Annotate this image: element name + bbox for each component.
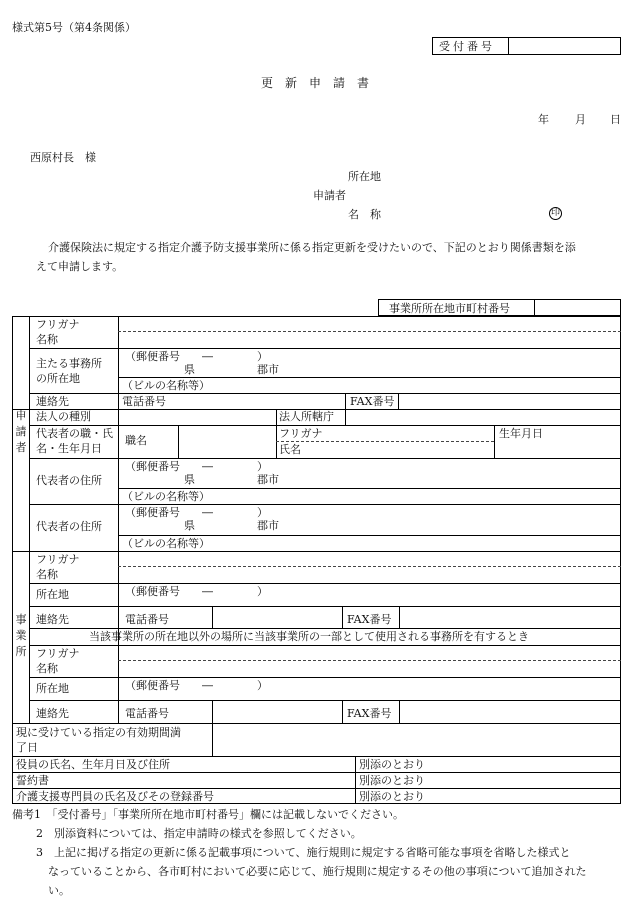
branch-location-postal[interactable]: （郵便番号 ― ） [125, 679, 268, 692]
office-name-field[interactable] [122, 568, 617, 581]
main-office-prefecture: 県 [184, 363, 195, 376]
note-1: 備考1 「受付番号」「事業所所在地市町村番号」欄には記載しないでください。 [12, 808, 404, 821]
rep-address-label-2: 代表者の住所 [36, 520, 102, 533]
branch-furigana-label: フリガナ [36, 647, 80, 660]
applicant-phone-label: 電話番号 [122, 395, 166, 408]
applicant-furigana-field[interactable] [122, 317, 617, 330]
applicant-fax-label: FAX番号 [350, 395, 395, 408]
branch-location-label: 所在地 [36, 682, 69, 695]
branch-name-field[interactable] [122, 662, 617, 675]
officers-value: 別添のとおり [359, 758, 425, 771]
rep-address2-postal[interactable]: （郵便番号 ― ） [125, 506, 268, 519]
branch-furigana-field[interactable] [122, 647, 617, 659]
rep-address1-building[interactable]: （ビルの名称等） [122, 490, 210, 503]
validity-label-2: 了日 [16, 741, 38, 754]
section-applicant-label: 申 請 者 [15, 409, 27, 454]
note-2: 2 別添資料については、指定申請時の様式を参照してください。 [36, 827, 362, 840]
rep-address2-prefecture: 県 [184, 519, 195, 532]
branch-contact-label: 連絡先 [36, 707, 69, 720]
office-city-code-label: 事業所所在地市町村番号 [389, 302, 510, 315]
office-furigana-label: フリガナ [36, 553, 80, 566]
rep-address1-prefecture: 県 [184, 473, 195, 486]
applicant-name-row-label: 名称 [36, 333, 58, 346]
applicant-furigana-label: フリガナ [36, 318, 80, 331]
branch-name-label: 名称 [36, 662, 58, 675]
corp-type-label: 法人の種別 [36, 410, 91, 423]
pledge-label: 誓約書 [16, 774, 49, 787]
main-office-postal[interactable]: （郵便番号 ― ） [125, 350, 268, 363]
addressee: 西原村長 様 [30, 151, 96, 164]
intro-line-1: 介護保険法に規定する指定介護予防支援事業所に係る指定更新を受けたいので、下記のとおり関係書類を添 [48, 241, 576, 254]
seal-mark: 印 [550, 208, 560, 218]
page-title: 更 新 申 請 書 [260, 76, 369, 90]
main-office-building[interactable]: （ビルの名称等） [122, 379, 210, 392]
applicant-address-label: 所在地 [348, 170, 381, 183]
manager-label: 介護支援専門員の氏名及びその登録番号 [16, 790, 214, 803]
office-fax-label: FAX番号 [347, 613, 392, 626]
office-location-postal[interactable]: （郵便番号 ― ） [125, 585, 268, 598]
main-office-label-2: の所在地 [36, 372, 80, 385]
date-month: 月 [575, 113, 586, 126]
office-name-label: 名称 [36, 568, 58, 581]
main-office-label-1: 主たる事務所 [36, 357, 102, 370]
date-year: 年 [538, 113, 549, 126]
rep-label-1: 代表者の職・氏 [36, 427, 113, 440]
office-contact-label: 連絡先 [36, 613, 69, 626]
office-location-label: 所在地 [36, 588, 69, 601]
section-office-label: 事 業 所 [15, 613, 27, 658]
rep-label-2: 名・生年月日 [36, 442, 102, 455]
rep-address2-city: 郡市 [257, 519, 279, 532]
receipt-number-box [432, 37, 621, 55]
officers-label: 役員の氏名、生年月日及び住所 [16, 758, 170, 771]
rep-position-label: 職名 [125, 434, 147, 447]
validity-label-1: 現に受けている指定の有効期間満 [16, 726, 181, 739]
rep-address1-postal[interactable]: （郵便番号 ― ） [125, 460, 268, 473]
note-3-line-2: なっていることから、各市町村において必要に応じて、施行規則に規定するその他の事項について追加された [48, 865, 587, 878]
branch-fax-label: FAX番号 [347, 707, 392, 720]
receipt-number-label: 受付番号 [439, 40, 495, 53]
form-number: 様式第5号（第4条関係） [12, 21, 136, 34]
receipt-number-value[interactable] [513, 40, 613, 53]
note-3-line-1: 3 上記に掲げる指定の更新に係る記載事項について、施行規則に規定する省略可能な事項を省略した様式と [36, 846, 571, 859]
office-phone-label: 電話番号 [125, 613, 169, 626]
applicant-name-field[interactable] [122, 333, 617, 346]
branch-phone-label: 電話番号 [125, 707, 169, 720]
rep-address1-city: 郡市 [257, 473, 279, 486]
main-office-city: 郡市 [257, 363, 279, 376]
branch-note: 当該事業所の所在地以外の場所に当該事業所の一部として使用される事務所を有するとき [89, 630, 529, 643]
date-day: 日 [610, 113, 621, 126]
rep-birthdate-label: 生年月日 [499, 427, 543, 440]
office-city-code-value[interactable] [539, 301, 617, 315]
office-furigana-field[interactable] [122, 553, 617, 565]
applicant-heading: 申請者 [313, 189, 346, 202]
rep-name-label: 氏名 [279, 443, 301, 456]
corp-authority-label: 法人所轄庁 [279, 410, 334, 423]
intro-line-2: えて申請します。 [36, 260, 124, 273]
applicant-contact-label: 連絡先 [36, 395, 69, 408]
office-city-code-box [378, 299, 621, 316]
pledge-value: 別添のとおり [359, 774, 425, 787]
rep-furigana-label: フリガナ [279, 427, 323, 440]
validity-field[interactable] [216, 726, 616, 752]
rep-address-label-1: 代表者の住所 [36, 474, 102, 487]
note-3-line-3: い。 [48, 884, 70, 897]
rep-address2-building[interactable]: （ビルの名称等） [122, 537, 210, 550]
applicant-name-label: 名 称 [348, 208, 381, 221]
manager-value: 別添のとおり [359, 790, 425, 803]
